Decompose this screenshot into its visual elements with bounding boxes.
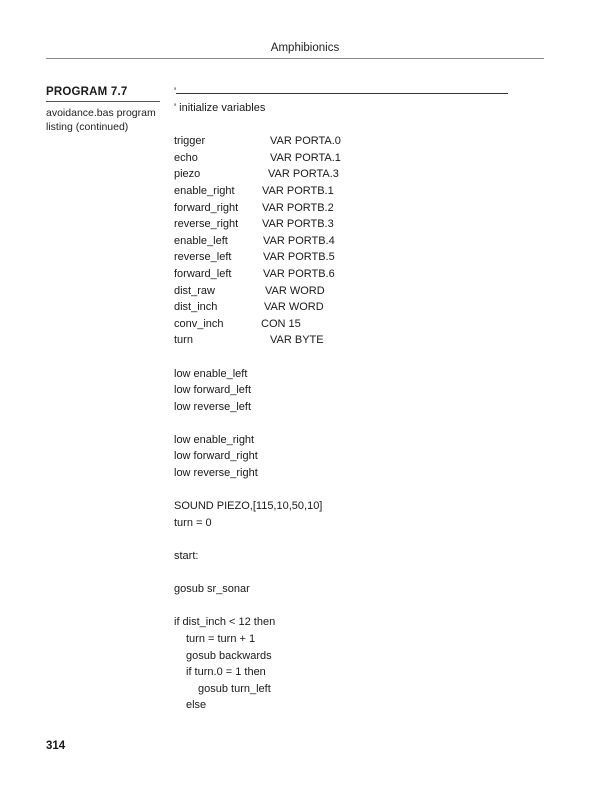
code-line	[174, 216, 554, 233]
code-line	[174, 631, 554, 648]
code-text: dist_raw	[174, 284, 215, 297]
separator-dash	[176, 93, 508, 94]
header-rule	[46, 58, 544, 59]
comment-separator-line	[174, 86, 508, 98]
code-value: VAR PORTB.1	[262, 184, 334, 197]
code-line	[174, 399, 554, 416]
code-text: ' initialize variables	[174, 102, 266, 114]
code-line	[174, 448, 554, 465]
code-value: VAR PORTB.6	[263, 267, 335, 280]
code-listing	[174, 100, 554, 714]
comment-apostrophe: '	[174, 86, 177, 98]
code-line	[174, 150, 554, 167]
running-head: Amphibionics	[270, 42, 340, 54]
code-line	[174, 332, 554, 349]
code-line	[174, 382, 554, 399]
code-text: if dist_inch < 12 then	[174, 616, 276, 629]
code-value: CON 15	[261, 317, 301, 330]
code-text: forward_left	[174, 267, 232, 280]
code-line	[174, 531, 554, 548]
program-label: PROGRAM 7.7	[46, 86, 160, 102]
code-value: VAR PORTA.0	[270, 135, 341, 148]
code-line	[174, 697, 554, 714]
code-line	[174, 498, 554, 515]
code-line	[174, 664, 554, 681]
code-line	[174, 266, 554, 283]
code-text: conv_inch	[174, 317, 224, 330]
code-text: low enable_left	[174, 367, 248, 380]
code-value: VAR PORTB.2	[262, 201, 334, 214]
code-line	[174, 581, 554, 598]
code-text: turn = 0	[174, 516, 212, 529]
code-text: if turn.0 = 1 then	[186, 666, 266, 679]
code-text: enable_left	[174, 234, 228, 247]
code-value: VAR WORD	[265, 284, 325, 297]
code-text: low forward_right	[174, 450, 258, 463]
code-line	[174, 166, 554, 183]
code-line	[174, 482, 554, 499]
code-line	[174, 117, 554, 134]
code-line	[174, 614, 554, 631]
code-text: low reverse_right	[174, 467, 258, 480]
code-text: echo	[174, 151, 198, 164]
code-line	[174, 200, 554, 217]
code-line	[174, 233, 554, 250]
code-text: dist_inch	[174, 301, 218, 314]
code-line	[174, 548, 554, 565]
code-line	[174, 681, 554, 698]
code-line	[174, 100, 554, 117]
code-text: enable_right	[174, 184, 235, 197]
code-value: VAR PORTB.5	[263, 251, 335, 264]
code-text: turn = turn + 1	[186, 633, 256, 645]
code-value: VAR PORTB.3	[262, 218, 334, 231]
code-value: VAR PORTA.3	[268, 168, 339, 181]
code-text: reverse_right	[174, 218, 239, 231]
page-number: 314	[46, 740, 66, 752]
code-line	[174, 515, 554, 532]
code-text: gosub backwards	[186, 649, 272, 662]
code-text: trigger	[174, 135, 206, 148]
code-line	[174, 183, 554, 200]
code-value: VAR PORTB.4	[263, 234, 335, 247]
program-caption: avoidance.bas program listing (continued)	[46, 107, 156, 133]
code-text: else	[186, 699, 207, 712]
code-text: gosub sr_sonar	[174, 583, 250, 596]
code-line	[174, 349, 554, 366]
code-line	[174, 299, 554, 316]
code-text: gosub turn_left	[198, 682, 271, 695]
code-line	[174, 465, 554, 482]
code-line	[174, 565, 554, 582]
code-text: forward_right	[174, 201, 239, 214]
code-line	[174, 366, 554, 383]
code-line	[174, 598, 554, 615]
code-line	[174, 415, 554, 432]
code-text: low reverse_left	[174, 400, 252, 413]
code-text: start:	[174, 550, 199, 563]
code-text: piezo	[174, 168, 201, 181]
code-value: VAR WORD	[264, 301, 324, 314]
code-value: VAR PORTA.1	[270, 151, 341, 164]
code-text: low enable_right	[174, 433, 255, 446]
code-value: VAR BYTE	[270, 334, 324, 347]
program-sidebar	[46, 86, 160, 134]
code-text: turn	[174, 334, 193, 347]
code-text: reverse_left	[174, 251, 232, 264]
code-line	[174, 249, 554, 266]
code-line	[174, 432, 554, 449]
code-line	[174, 283, 554, 300]
code-line	[174, 133, 554, 150]
code-line	[174, 316, 554, 333]
code-text: SOUND PIEZO,[115,10,50,10]	[174, 500, 323, 513]
code-text: low forward_left	[174, 384, 252, 397]
code-line	[174, 648, 554, 665]
